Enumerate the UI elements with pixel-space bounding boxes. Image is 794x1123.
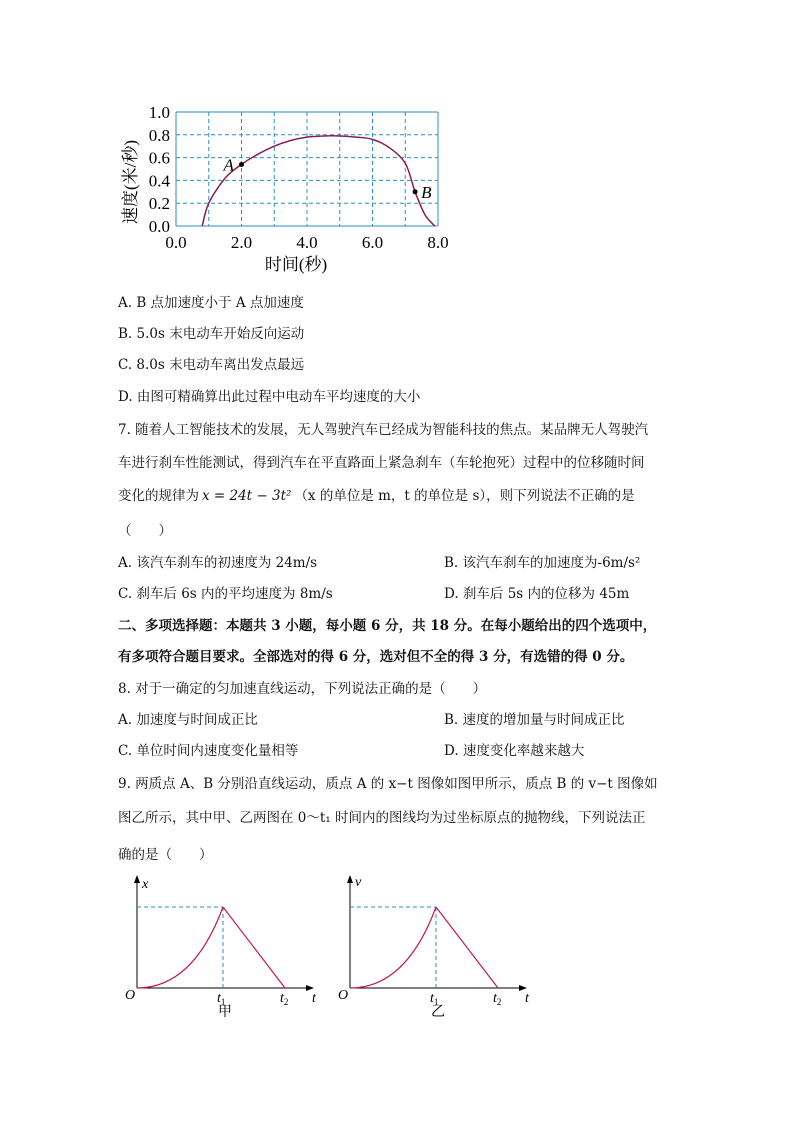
- point-b-label: B: [421, 182, 432, 202]
- jia-t2-label: $t_2$: [280, 991, 289, 1007]
- y-tick-label: 0.0: [148, 217, 170, 236]
- q9-stem-line-2: 图乙所示，其中甲、乙两图在 0～t₁ 时间内的图线均为过坐标原点的抛物线，下列说法正: [118, 810, 646, 826]
- q7-option-b: B. 该汽车刹车的加速度为-6m/s²: [444, 555, 641, 571]
- q6-option-b: B. 5.0s 末电动车开始反向运动: [118, 326, 305, 342]
- section-2-heading-line-2: 有多项符合题目要求。全部选对的得 6 分，选对但不全的得 3 分，有选错的得 0 分。: [118, 649, 634, 665]
- q8-stem: 8. 对于一确定的匀加速直线运动，下列说法正确的是（ ）: [118, 681, 487, 697]
- jia-parabola: [137, 907, 223, 988]
- jia-descending-line: [223, 907, 285, 988]
- yi-y-axis-label: v: [355, 875, 362, 890]
- yi-parabola: [350, 907, 436, 988]
- jia-t-axis-label: t: [312, 991, 316, 1006]
- q8-option-b: B. 速度的增加量与时间成正比: [444, 712, 625, 728]
- yi-descending-line: [436, 907, 498, 988]
- q6-option-a: A. B 点加速度小于 A 点加速度: [118, 295, 304, 311]
- yi-origin-label: O: [338, 988, 349, 1003]
- velocity-time-chart: [110, 100, 450, 280]
- x-tick-label: 2.0: [230, 233, 253, 252]
- q7-option-c: C. 刹车后 6s 内的平均速度为 8m/s: [118, 586, 333, 602]
- q9-stem-line-1: 9. 两质点 A、B 分别沿直线运动，质点 A 的 x−t 图像如图甲所示，质点 B 的 v−t 图像如: [118, 776, 658, 792]
- jia-caption: 甲: [218, 1005, 232, 1020]
- point-a-label: A: [223, 155, 234, 175]
- y-tick-label: 0.6: [148, 148, 170, 168]
- x-tick-label: 4.0: [296, 233, 318, 252]
- x-axis-label: 时间(秒): [264, 255, 328, 274]
- jia-y-axis-label: x: [142, 877, 149, 892]
- q6-option-c: C. 8.0s 末电动车离出发点最远: [118, 357, 305, 373]
- y-tick-label: 0.8: [148, 125, 170, 145]
- yi-caption: 乙: [431, 1005, 445, 1020]
- x-tick-label: 0.0: [165, 233, 187, 252]
- q8-option-c: C. 单位时间内速度变化量相等: [118, 743, 299, 759]
- y-axis-label: 速度(米/秒): [121, 139, 140, 225]
- q7-stem-pre: 变化的规律为: [118, 488, 199, 504]
- jia-t1-label: $t_1$: [217, 991, 226, 1007]
- yi-t1-label: $t_1$: [430, 991, 439, 1007]
- q7-stem-line-3: [118, 484, 635, 504]
- yi-t-axis-label: t: [525, 991, 529, 1006]
- y-tick-label: 1.0: [148, 103, 170, 122]
- chart-grid: [176, 112, 438, 226]
- q8-option-d: D. 速度变化率越来越大: [444, 743, 585, 759]
- figure-jia-x-t: [120, 872, 330, 1022]
- point-b-marker: [413, 189, 418, 194]
- q7-option-a: A. 该汽车刹车的初速度为 24m/s: [118, 555, 318, 571]
- q6-option-d: D. 由图可精确算出此过程中电动车平均速度的大小: [118, 389, 421, 405]
- q8-option-a: A. 加速度与时间成正比: [118, 712, 258, 728]
- figure-yi-v-t: [333, 872, 543, 1022]
- q7-stem-line-2: 车进行刹车性能测试，得到汽车在平直路面上紧急刹车（车轮抱死）过程中的位移随时间: [118, 455, 645, 471]
- section-2-heading-line-1: 二、多项选择题：本题共 3 小题，每小题 6 分，共 18 分。在每小题给出的四个选项中，: [118, 618, 657, 634]
- yi-y-arrow: [347, 875, 353, 883]
- jia-y-arrow: [134, 875, 140, 883]
- x-tick-label: 6.0: [361, 233, 384, 252]
- y-tick-label: 0.4: [148, 171, 170, 191]
- y-tick-label: 0.2: [148, 194, 170, 214]
- chart-ticks: [149, 103, 449, 252]
- point-a-marker: [239, 162, 244, 167]
- yi-t2-label: $t_2$: [493, 991, 502, 1007]
- q9-stem-line-3: 确的是（ ）: [118, 847, 213, 863]
- x-tick-label: 8.0: [427, 233, 449, 252]
- q7-option-d: D. 刹车后 5s 内的位移为 45m: [444, 586, 630, 602]
- q7-stem-post: （x 的单位是 m，t 的单位是 s），则下列说法不正确的是: [294, 488, 635, 504]
- chart-points: [223, 155, 433, 201]
- q7-answer-paren: （ ）: [118, 523, 172, 539]
- jia-origin-label: O: [125, 988, 136, 1003]
- q7-formula: x = 24t − 3t²: [202, 488, 292, 504]
- q7-stem-line-1: 7. 随着人工智能技术的发展，无人驾驶汽车已经成为智能科技的焦点。某品牌无人驾驶汽: [118, 422, 649, 438]
